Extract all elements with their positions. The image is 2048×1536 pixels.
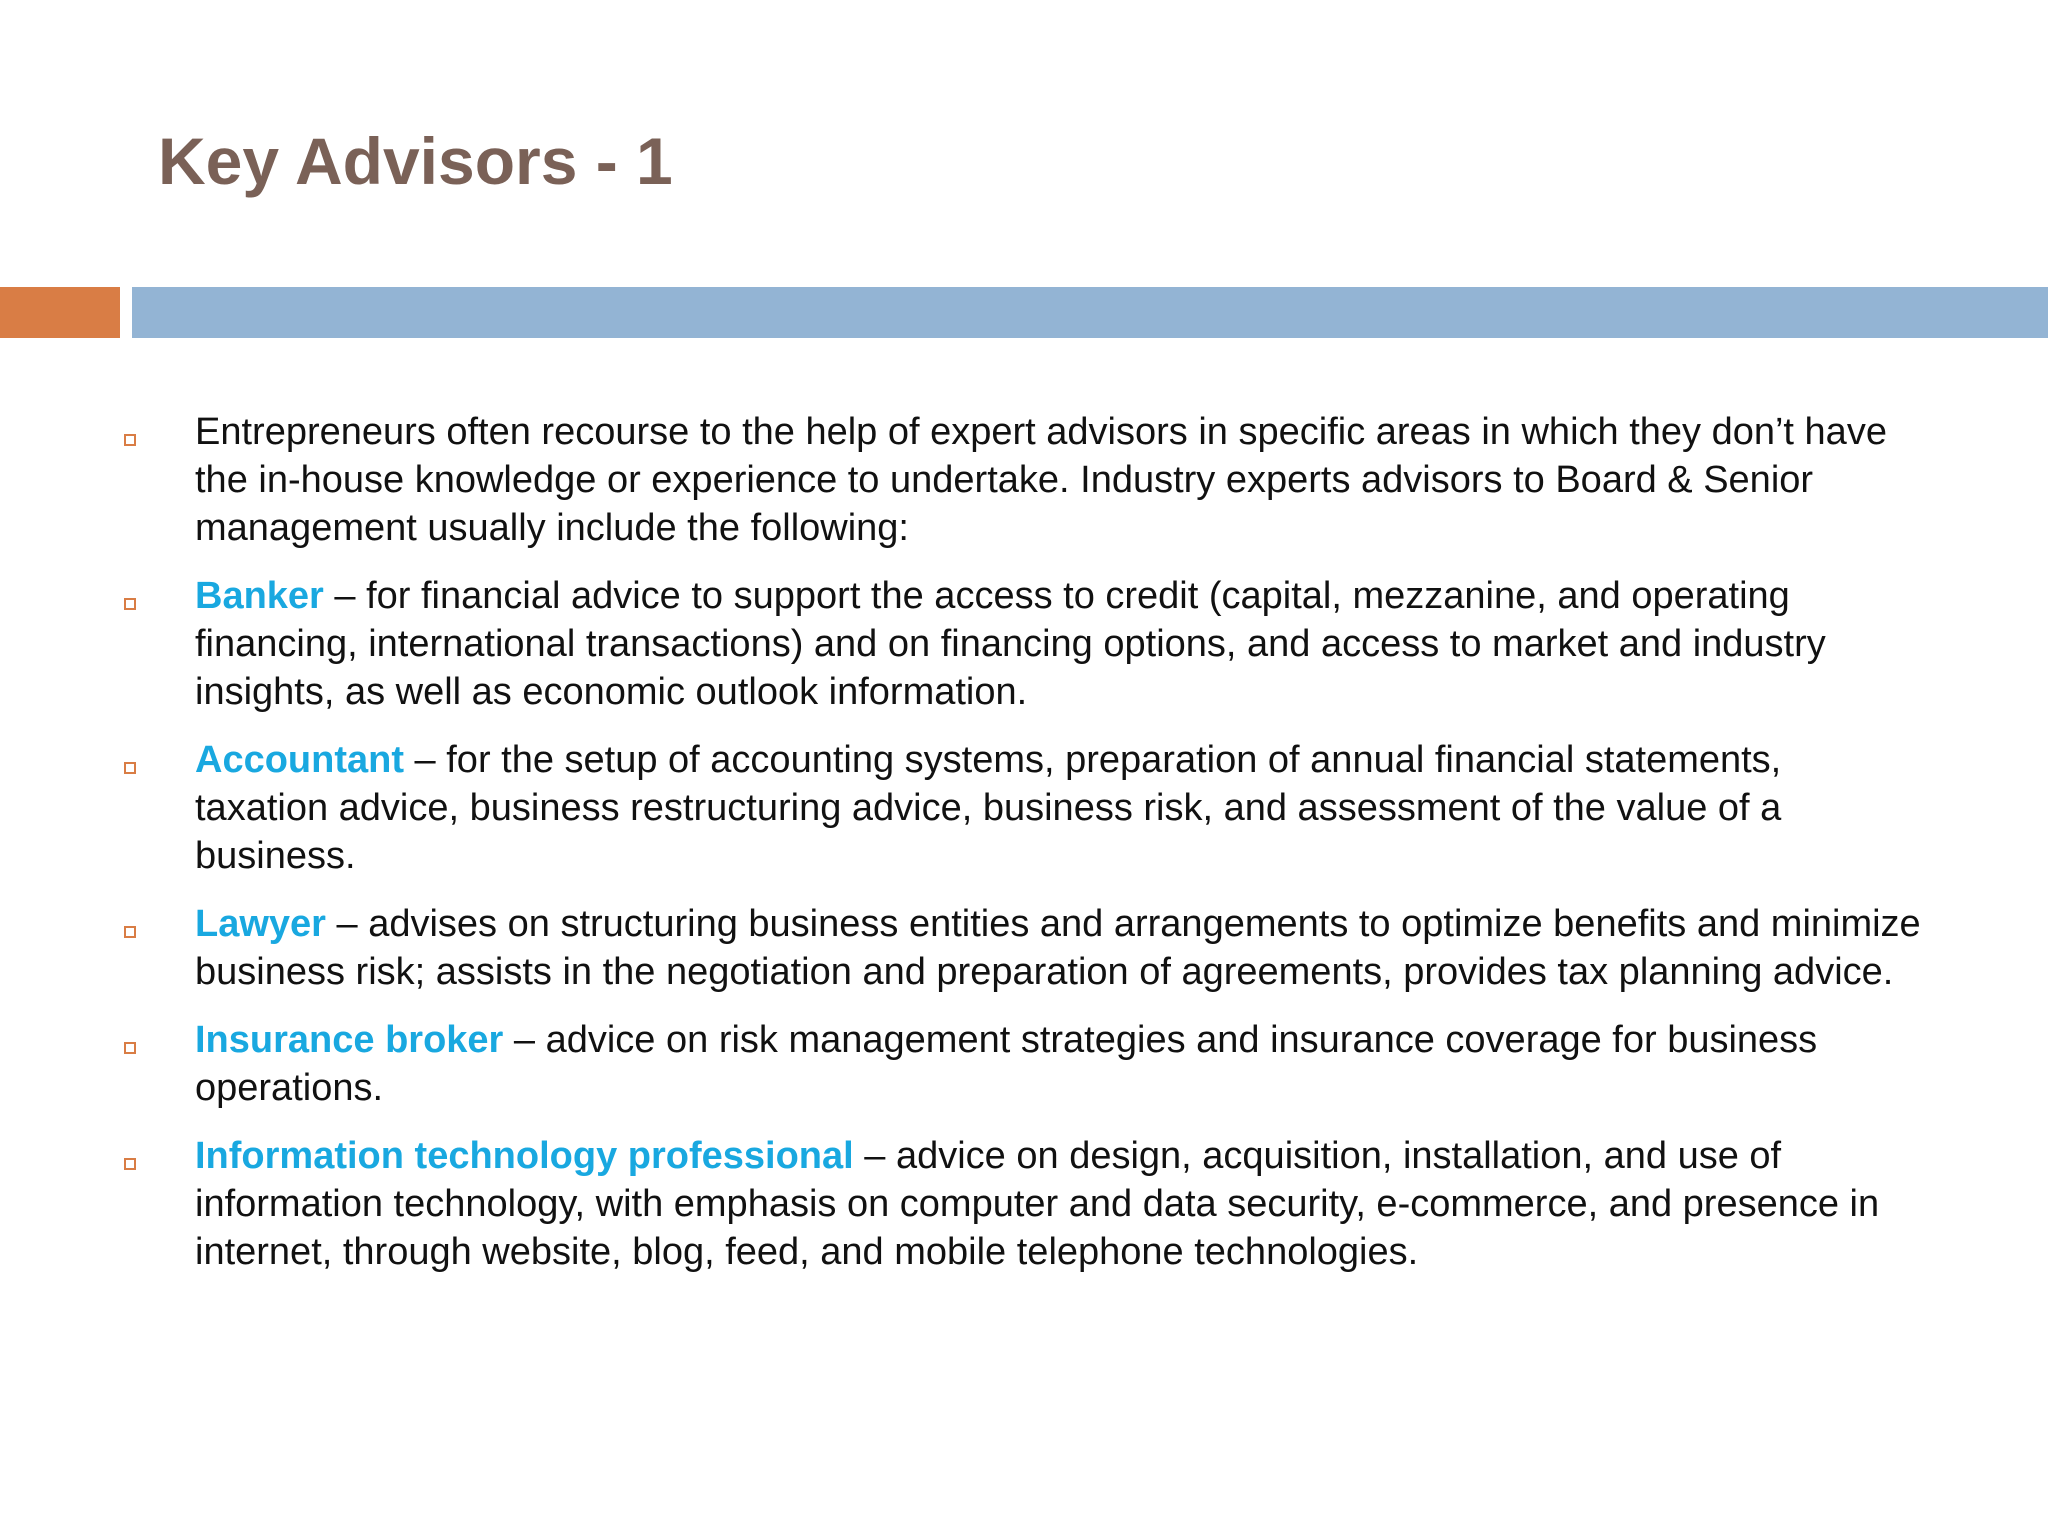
square-bullet-icon (124, 598, 136, 610)
bullet-item-intro (124, 408, 1924, 552)
bullet-item-it-professional (124, 1132, 1924, 1276)
advisor-description: – advice on risk management strategies and insurance coverage for business operations. (195, 1019, 1818, 1109)
square-bullet-icon (124, 762, 136, 774)
bullet-item-accountant (124, 736, 1924, 880)
bullet-item-banker (124, 572, 1924, 716)
advisor-term: Accountant (195, 739, 404, 781)
advisor-term: Lawyer (195, 903, 326, 945)
square-bullet-icon (124, 1158, 136, 1170)
advisor-description: – advice on design, acquisition, installation, and use of information technology, with emphasis on computer and data security, e-commerce, and presence in internet, through website, blog, feed, and mobile telephone technologies. (195, 1135, 1880, 1273)
header-bar-blue (132, 287, 2048, 338)
advisor-term: Information technology professional (195, 1135, 854, 1177)
advisor-term: Banker (195, 575, 324, 617)
slide-title: Key Advisors - 1 (158, 124, 673, 198)
advisor-term: Insurance broker (195, 1019, 504, 1061)
square-bullet-icon (124, 1042, 136, 1054)
advisor-description: – for the setup of accounting systems, preparation of annual financial statements, taxation advice, business restructuring advice, business risk, and assessment of the value of a business. (195, 739, 1782, 877)
bullet-text: Entrepreneurs often recourse to the help of expert advisors in specific areas in which they don’t have the in-house knowledge or experience to undertake. Industry experts advisors to Board & Senior management usually include the following: (195, 411, 1887, 549)
square-bullet-icon (124, 926, 136, 938)
advisor-description: – for financial advice to support the access to credit (capital, mezzanine, and operating financing, international transactions) and on financing options, and access to market and industry insights, as well as economic outlook information. (195, 575, 1826, 713)
accent-bar-orange (0, 287, 120, 338)
advisor-description: – advises on structuring business entities and arrangements to optimize benefits and minimize business risk; assists in the negotiation and preparation of agreements, provides tax planning advice. (195, 903, 1921, 993)
bullet-item-insurance-broker (124, 1016, 1924, 1112)
square-bullet-icon (124, 434, 136, 446)
bullet-list (124, 408, 1924, 1296)
bullet-item-lawyer (124, 900, 1924, 996)
